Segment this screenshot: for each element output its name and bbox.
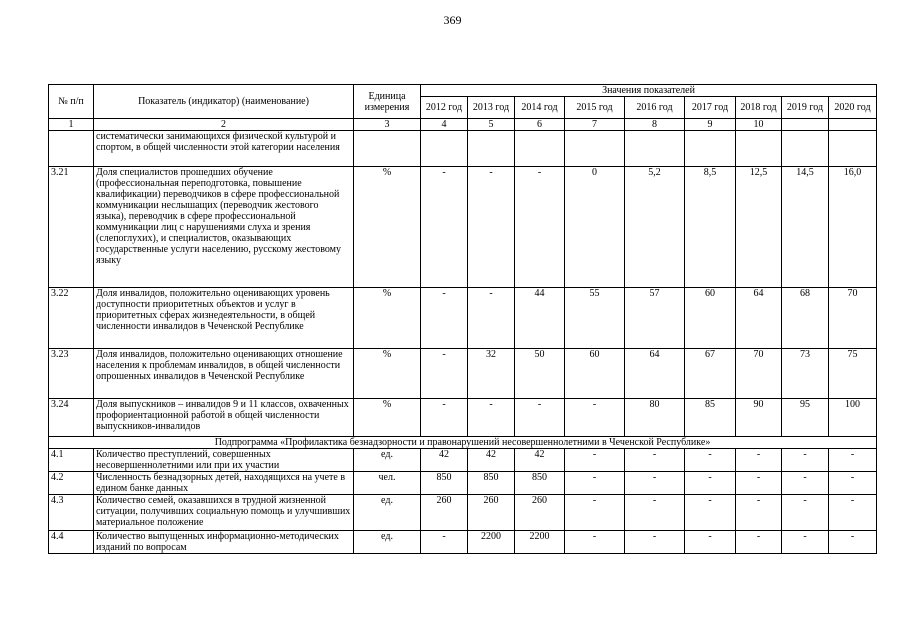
row-value: - bbox=[736, 449, 782, 472]
header-column-number: 9 bbox=[685, 119, 736, 131]
row-value: 75 bbox=[829, 349, 877, 399]
row-value: 70 bbox=[829, 288, 877, 349]
row-value: 68 bbox=[782, 288, 829, 349]
row-value: 100 bbox=[829, 399, 877, 437]
row-value: 73 bbox=[782, 349, 829, 399]
header-num: № п/п bbox=[49, 85, 94, 119]
table-row bbox=[49, 167, 877, 288]
row-value: 64 bbox=[625, 349, 685, 399]
table-header bbox=[49, 85, 877, 131]
row-number: 4.3 bbox=[49, 495, 94, 531]
row-indicator-text: Количество выпущенных информационно-методических изданий по вопросам bbox=[94, 531, 354, 554]
row-indicator-text: систематически занимающихся физической культурой и спортом, в общей численности этой категории населения bbox=[94, 131, 354, 167]
row-value: 14,5 bbox=[782, 167, 829, 288]
row-value: 2200 bbox=[468, 531, 515, 554]
row-value: 80 bbox=[625, 399, 685, 437]
header-values-group: Значения показателей bbox=[421, 85, 877, 97]
row-indicator-text: Количество преступлений, совершенных несовершеннолетними или при их участии bbox=[94, 449, 354, 472]
table-row bbox=[49, 288, 877, 349]
row-indicator-text: Доля инвалидов, положительно оценивающих отношение населения к проблемам инвалидов, в общей численности опрошенных инвалидов в Чеченской Республике bbox=[94, 349, 354, 399]
row-value: 260 bbox=[468, 495, 515, 531]
row-unit: ед. bbox=[354, 531, 421, 554]
row-value bbox=[515, 131, 565, 167]
row-value: - bbox=[829, 531, 877, 554]
table-row bbox=[49, 399, 877, 437]
row-number: 3.21 bbox=[49, 167, 94, 288]
row-value: 64 bbox=[736, 288, 782, 349]
row-value: - bbox=[421, 349, 468, 399]
row-indicator-text: Количество семей, оказавшихся в трудной жизненной ситуации, получивших социальную помощь и улучшивших материальное положение bbox=[94, 495, 354, 531]
header-column-number: 10 bbox=[736, 119, 782, 131]
row-value: - bbox=[829, 495, 877, 531]
row-value: 850 bbox=[421, 472, 468, 495]
header-column-number bbox=[829, 119, 877, 131]
header-column-number: 3 bbox=[354, 119, 421, 131]
row-value: - bbox=[685, 472, 736, 495]
row-value: - bbox=[625, 449, 685, 472]
row-value: 95 bbox=[782, 399, 829, 437]
header-year: 2015 год bbox=[565, 97, 625, 119]
row-value: - bbox=[565, 495, 625, 531]
row-value: - bbox=[565, 472, 625, 495]
row-indicator-text: Доля специалистов прошедших обучение (профессиональная переподготовка, повышение квалификации) переводчиков в сфере профессиональной коммуникации неслышащих (переводчик жестового языка), переводчик в сфере профессиональной коммуникации лиц с нарушениями слуха и зрения (слепоглухих), и специалистов, оказывающих государственные услуги населению, русскому жестовому языку bbox=[94, 167, 354, 288]
row-unit bbox=[354, 131, 421, 167]
row-value bbox=[829, 131, 877, 167]
row-value: 0 bbox=[565, 167, 625, 288]
row-indicator-text: Доля выпускников – инвалидов 9 и 11 классов, охваченных профориентационной работой в общей численности выпускников-инвалидов bbox=[94, 399, 354, 437]
header-column-number: 5 bbox=[468, 119, 515, 131]
row-value bbox=[782, 131, 829, 167]
row-value: 42 bbox=[468, 449, 515, 472]
row-value: - bbox=[468, 167, 515, 288]
row-value: 260 bbox=[421, 495, 468, 531]
row-value: - bbox=[468, 288, 515, 349]
row-value: - bbox=[421, 167, 468, 288]
row-value: - bbox=[515, 399, 565, 437]
row-value: 42 bbox=[421, 449, 468, 472]
row-value: 55 bbox=[565, 288, 625, 349]
row-value: - bbox=[736, 531, 782, 554]
header-year: 2014 год bbox=[515, 97, 565, 119]
row-value: - bbox=[421, 531, 468, 554]
row-value: - bbox=[782, 531, 829, 554]
row-value: - bbox=[685, 449, 736, 472]
row-value bbox=[685, 131, 736, 167]
row-value: - bbox=[685, 531, 736, 554]
row-value bbox=[736, 131, 782, 167]
row-value bbox=[468, 131, 515, 167]
table-body bbox=[49, 131, 877, 554]
row-value: - bbox=[782, 472, 829, 495]
row-number: 4.4 bbox=[49, 531, 94, 554]
row-value: 70 bbox=[736, 349, 782, 399]
table-row bbox=[49, 449, 877, 472]
header-column-number bbox=[782, 119, 829, 131]
row-number: 4.1 bbox=[49, 449, 94, 472]
row-value: 8,5 bbox=[685, 167, 736, 288]
header-year: 2016 год bbox=[625, 97, 685, 119]
row-value: 60 bbox=[685, 288, 736, 349]
header-unit: Единица измерения bbox=[354, 85, 421, 119]
header-year: 2017 год bbox=[685, 97, 736, 119]
row-value: - bbox=[625, 531, 685, 554]
header-year: 2012 год bbox=[421, 97, 468, 119]
row-value: - bbox=[565, 449, 625, 472]
section-title: Подпрограмма «Профилактика безнадзорности и правонарушений несовершеннолетними в Чеченской Республике» bbox=[49, 437, 877, 449]
row-value: - bbox=[625, 495, 685, 531]
header-column-number: 7 bbox=[565, 119, 625, 131]
header-year: 2020 год bbox=[829, 97, 877, 119]
row-value: 2200 bbox=[515, 531, 565, 554]
row-value: - bbox=[736, 472, 782, 495]
table-row bbox=[49, 531, 877, 554]
row-indicator-text: Численность безнадзорных детей, находящихся на учете в едином банке данных bbox=[94, 472, 354, 495]
row-unit: % bbox=[354, 288, 421, 349]
row-value: 50 bbox=[515, 349, 565, 399]
row-value: 85 bbox=[685, 399, 736, 437]
row-number: 3.22 bbox=[49, 288, 94, 349]
table-row bbox=[49, 495, 877, 531]
row-value: - bbox=[829, 449, 877, 472]
row-value: - bbox=[736, 495, 782, 531]
row-unit: % bbox=[354, 399, 421, 437]
row-value: - bbox=[421, 399, 468, 437]
row-value: 16,0 bbox=[829, 167, 877, 288]
indicators-table bbox=[48, 84, 877, 554]
header-column-number: 1 bbox=[49, 119, 94, 131]
row-value bbox=[421, 131, 468, 167]
row-value: 42 bbox=[515, 449, 565, 472]
row-indicator-text: Доля инвалидов, положительно оценивающих уровень доступности приоритетных объектов и услуг в приоритетных сферах жизнедеятельности, в общей численности инвалидов в Чеченской Республике bbox=[94, 288, 354, 349]
header-year: 2018 год bbox=[736, 97, 782, 119]
row-value: - bbox=[829, 472, 877, 495]
row-value: - bbox=[468, 399, 515, 437]
row-value: - bbox=[515, 167, 565, 288]
row-unit: % bbox=[354, 349, 421, 399]
row-value: 57 bbox=[625, 288, 685, 349]
row-value: - bbox=[782, 495, 829, 531]
table-row bbox=[49, 349, 877, 399]
row-value: 67 bbox=[685, 349, 736, 399]
row-value: 60 bbox=[565, 349, 625, 399]
table-row bbox=[49, 472, 877, 495]
header-year: 2019 год bbox=[782, 97, 829, 119]
header-year: 2013 год bbox=[468, 97, 515, 119]
header-indicator: Показатель (индикатор) (наименование) bbox=[94, 85, 354, 119]
table-row bbox=[49, 131, 877, 167]
header-column-number: 4 bbox=[421, 119, 468, 131]
row-unit: ед. bbox=[354, 495, 421, 531]
row-value: 850 bbox=[515, 472, 565, 495]
row-number: 4.2 bbox=[49, 472, 94, 495]
header-column-number: 2 bbox=[94, 119, 354, 131]
header-column-numbers-row bbox=[49, 119, 877, 131]
header-column-number: 8 bbox=[625, 119, 685, 131]
row-value: 850 bbox=[468, 472, 515, 495]
row-value: 260 bbox=[515, 495, 565, 531]
row-value: - bbox=[625, 472, 685, 495]
section-row bbox=[49, 437, 877, 449]
row-value: 12,5 bbox=[736, 167, 782, 288]
row-unit: % bbox=[354, 167, 421, 288]
row-value: - bbox=[685, 495, 736, 531]
row-value: - bbox=[565, 399, 625, 437]
row-value: 32 bbox=[468, 349, 515, 399]
row-number bbox=[49, 131, 94, 167]
row-unit: ед. bbox=[354, 449, 421, 472]
row-number: 3.23 bbox=[49, 349, 94, 399]
header-column-number: 6 bbox=[515, 119, 565, 131]
row-value: - bbox=[565, 531, 625, 554]
row-value bbox=[625, 131, 685, 167]
page-number: 369 bbox=[443, 13, 462, 27]
row-number: 3.24 bbox=[49, 399, 94, 437]
row-value: 90 bbox=[736, 399, 782, 437]
row-value bbox=[565, 131, 625, 167]
row-value: - bbox=[421, 288, 468, 349]
row-value: - bbox=[782, 449, 829, 472]
row-unit: чел. bbox=[354, 472, 421, 495]
row-value: 5,2 bbox=[625, 167, 685, 288]
row-value: 44 bbox=[515, 288, 565, 349]
